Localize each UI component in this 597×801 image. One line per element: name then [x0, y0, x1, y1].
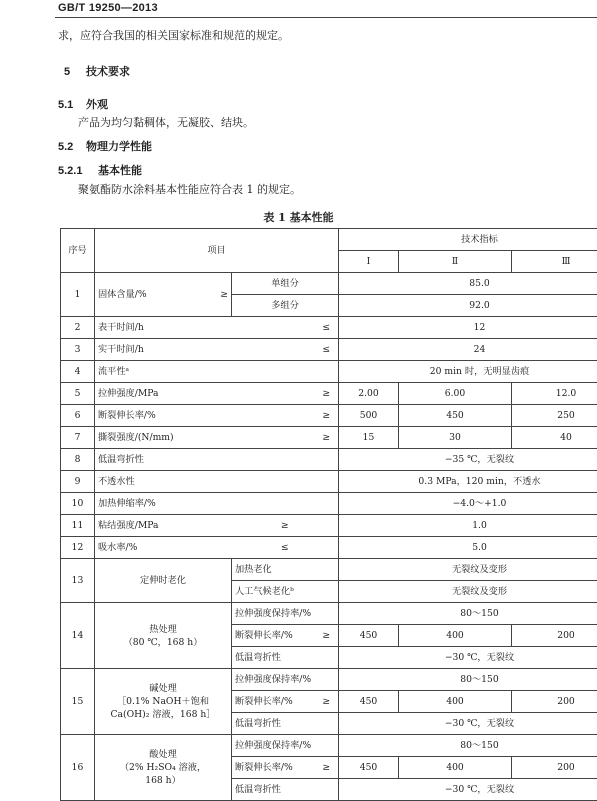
row-operator: ≥: [232, 515, 339, 537]
table-header-row: [61, 229, 597, 251]
section-5-2-1-title: 基本性能: [98, 164, 142, 177]
row-value: −30 ℃，无裂纹: [339, 779, 597, 801]
row-subitem: 拉伸强度保持率/%: [232, 735, 339, 757]
row-item: 热处理 （80 ℃，168 h）: [95, 603, 232, 669]
row-operator: ≤: [232, 537, 339, 559]
row-item: 流平性ᵃ: [95, 361, 339, 383]
header-spec: 技术指标: [339, 229, 597, 251]
row-value: 1.0: [339, 515, 597, 537]
table-row: [61, 427, 597, 449]
section-5-2-title: 物理力学性能: [86, 140, 152, 153]
header-no: 序号: [61, 229, 95, 273]
row-item: 断裂伸长率/%: [95, 405, 315, 427]
section-5-1-heading: [58, 96, 108, 112]
section-5-2-heading: [58, 138, 152, 154]
row-item: 吸水率/%: [95, 537, 232, 559]
row-value-grade2: 400: [399, 691, 512, 713]
section-5-number: 5: [64, 66, 86, 78]
row-no: 12: [61, 537, 95, 559]
row-item: 粘结强度/MPa: [95, 515, 232, 537]
table-row: [61, 471, 597, 493]
section-5-2-number: 5.2: [58, 141, 86, 153]
row-value: 24: [339, 339, 597, 361]
table-title: 表 1 基本性能: [0, 209, 597, 225]
section-5-heading: [64, 63, 130, 79]
row-no: 2: [61, 317, 95, 339]
standard-code: GB/T 19250—2013: [58, 2, 158, 14]
header-item: 项目: [95, 229, 339, 273]
row-value: 80～150: [339, 735, 597, 757]
row-item: 酸处理 （2% H₂SO₄ 溶液， 168 h）: [95, 735, 232, 801]
row-value: −30 ℃，无裂纹: [339, 713, 597, 735]
row-value: 20 min 时，无明显齿痕: [339, 361, 597, 383]
row-no: 13: [61, 559, 95, 603]
section-5-1-title: 外观: [86, 98, 108, 111]
grade-2: Ⅱ: [399, 251, 512, 273]
row-item: 加热伸缩率/%: [95, 493, 339, 515]
row-operator: ≥: [315, 757, 339, 779]
row-value-grade2: 30: [399, 427, 512, 449]
row-value-grade3: 40: [512, 427, 597, 449]
row-no: 14: [61, 603, 95, 669]
row-operator: ≥: [315, 625, 339, 647]
row-value: 80～150: [339, 603, 597, 625]
row-no: 15: [61, 669, 95, 735]
row-item: 不透水性: [95, 471, 339, 493]
row-no: 3: [61, 339, 95, 361]
row-value: −30 ℃，无裂纹: [339, 647, 597, 669]
row-value-grade1: 450: [339, 625, 399, 647]
section-5-1-number: 5.1: [58, 99, 86, 111]
row-subitem: 断裂伸长率/%: [232, 757, 315, 779]
row-value-grade3: 200: [512, 757, 597, 779]
row-operator: ≤: [315, 317, 339, 339]
row-value-grade2: 400: [399, 625, 512, 647]
row-subitem: 拉伸强度保持率/%: [232, 669, 339, 691]
row-value: 85.0: [339, 273, 597, 295]
intro-continuation: 求，应符合我国的相关国家标准和规范的规定。: [58, 29, 289, 43]
row-no: 10: [61, 493, 95, 515]
row-no: 9: [61, 471, 95, 493]
table-row: [61, 735, 597, 757]
grade-3: Ⅲ: [512, 251, 597, 273]
row-item: 实干时间/h: [95, 339, 315, 361]
row-item: 固体含量/% ≥: [95, 273, 232, 317]
row-subitem: 人工气候老化ᵇ: [232, 581, 339, 603]
basic-performance-table: [60, 228, 597, 801]
row-subitem: 拉伸强度保持率/%: [232, 603, 339, 625]
table-row: [61, 449, 597, 471]
row-value: −4.0～+1.0: [339, 493, 597, 515]
table-row: [61, 603, 597, 625]
row-value-grade2: 6.00: [399, 383, 512, 405]
basic-performance-text: 聚氨酯防水涂料基本性能应符合表 1 的规定。: [78, 183, 301, 197]
row-value-grade2: 450: [399, 405, 512, 427]
row-subitem: 加热老化: [232, 559, 339, 581]
table-row: [61, 339, 597, 361]
row-operator: ≥: [315, 691, 339, 713]
row-value-grade2: 400: [399, 757, 512, 779]
table-row: [61, 383, 597, 405]
row-operator: ≥: [315, 427, 339, 449]
row-value-grade3: 250: [512, 405, 597, 427]
row-value: 无裂纹及变形: [339, 581, 597, 603]
section-5-2-1-heading: [58, 162, 142, 178]
row-value-grade1: 15: [339, 427, 399, 449]
row-value-grade1: 2.00: [339, 383, 399, 405]
row-subitem: 断裂伸长率/%: [232, 691, 315, 713]
row-value: 5.0: [339, 537, 597, 559]
row-subitem: 多组分: [232, 295, 339, 317]
table-row: [61, 537, 597, 559]
row-item: 表干时间/h: [95, 317, 315, 339]
table-row: [61, 515, 597, 537]
row-subitem: 低温弯折性: [232, 647, 339, 669]
row-value-grade3: 200: [512, 625, 597, 647]
row-value: 12: [339, 317, 597, 339]
appearance-text: 产品为均匀黏稠体，无凝胶、结块。: [78, 116, 254, 130]
row-no: 1: [61, 273, 95, 317]
row-subitem: 断裂伸长率/%: [232, 625, 315, 647]
row-item: 撕裂强度/(N/mm): [95, 427, 315, 449]
row-no: 5: [61, 383, 95, 405]
row-operator: ≥: [315, 405, 339, 427]
table-row: [61, 669, 597, 691]
row-value: 92.0: [339, 295, 597, 317]
row-operator: ≥: [315, 383, 339, 405]
row-operator: ≤: [315, 339, 339, 361]
row-item: 定伸时老化: [95, 559, 232, 603]
row-value: 80～150: [339, 669, 597, 691]
row-subitem: 低温弯折性: [232, 779, 339, 801]
row-value-grade1: 450: [339, 691, 399, 713]
row-value-grade3: 200: [512, 691, 597, 713]
row-item: 低温弯折性: [95, 449, 339, 471]
row-no: 8: [61, 449, 95, 471]
row-no: 16: [61, 735, 95, 801]
row-value-grade3: 12.0: [512, 383, 597, 405]
row-no: 11: [61, 515, 95, 537]
table-row: [61, 273, 597, 295]
table-row: [61, 317, 597, 339]
section-5-2-1-number: 5.2.1: [58, 165, 98, 177]
table-row: [61, 559, 597, 581]
row-value-grade1: 450: [339, 757, 399, 779]
row-item: 碱处理 ［0.1% NaOH＋饱和 Ca(OH)₂ 溶液，168 h］: [95, 669, 232, 735]
row-item: 拉伸强度/MPa: [95, 383, 315, 405]
table-row: [61, 361, 597, 383]
table-row: [61, 405, 597, 427]
row-value: −35 ℃，无裂纹: [339, 449, 597, 471]
row-value: 无裂纹及变形: [339, 559, 597, 581]
row-no: 6: [61, 405, 95, 427]
row-value-grade1: 500: [339, 405, 399, 427]
row-subitem: 单组分: [232, 273, 339, 295]
section-5-title: 技术要求: [86, 65, 130, 78]
row-no: 7: [61, 427, 95, 449]
row-no: 4: [61, 361, 95, 383]
row-subitem: 低温弯折性: [232, 713, 339, 735]
grade-1: Ⅰ: [339, 251, 399, 273]
header-rule: [55, 17, 597, 18]
row-value: 0.3 MPa，120 min，不透水: [339, 471, 597, 493]
table-row: [61, 493, 597, 515]
